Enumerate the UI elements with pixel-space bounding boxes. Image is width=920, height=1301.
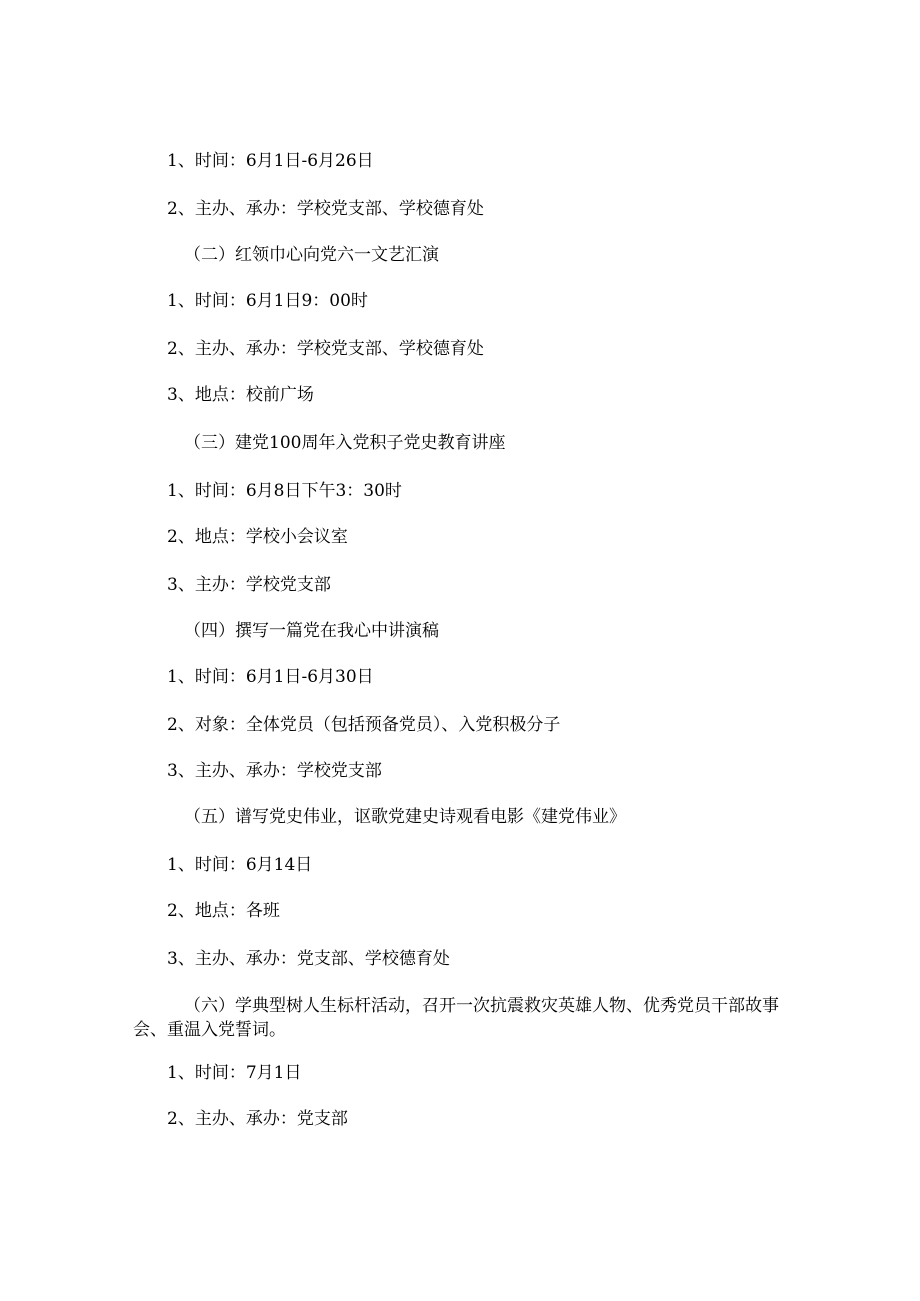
section-heading-paragraph: （六）学典型树人生标杆活动，召开一次抗震救灾英雄人物、优秀党员干部故事会、重温入党誓词。: [133, 996, 779, 1040]
section-heading: （五）谱写党史伟业，讴歌党建史诗观看电影《建党伟业》: [184, 807, 626, 827]
section-heading: （四）撰写一篇党在我心中讲演稿: [184, 621, 439, 641]
text-line: 2、对象：全体党员（包括预备党员）、入党积极分子: [167, 715, 561, 735]
text-line: 2、主办、承办：党支部: [167, 1109, 348, 1129]
text-line: 1、时间：6月1日9：00时: [167, 291, 368, 311]
text-line: 1、时间：6月8日下午3：30时: [167, 481, 402, 501]
text-line: 1、时间：6月14日: [167, 855, 313, 875]
section-heading: （二）红领巾心向党六一文艺汇演: [184, 245, 439, 265]
text-line: 3、主办：学校党支部: [167, 575, 331, 595]
text-line: 2、主办、承办：学校党支部、学校德育处: [167, 339, 484, 359]
text-line: 1、时间：7月1日: [167, 1063, 302, 1083]
text-line: 2、主办、承办：学校党支部、学校德育处: [167, 199, 484, 219]
text-line: 3、主办、承办：学校党支部: [167, 761, 382, 781]
text-line: 2、地点：各班: [167, 901, 280, 921]
text-line: 1、时间：6月1日-6月30日: [167, 667, 374, 687]
text-line: 3、地点：校前广场: [167, 385, 314, 405]
text-line: 3、主办、承办：党支部、学校德育处: [167, 949, 450, 969]
text-line: 2、地点：学校小会议室: [167, 527, 348, 547]
section-heading: （三）建党100周年入党积子党史教育讲座: [184, 433, 506, 453]
text-line: 1、时间：6月1日-6月26日: [167, 151, 374, 171]
